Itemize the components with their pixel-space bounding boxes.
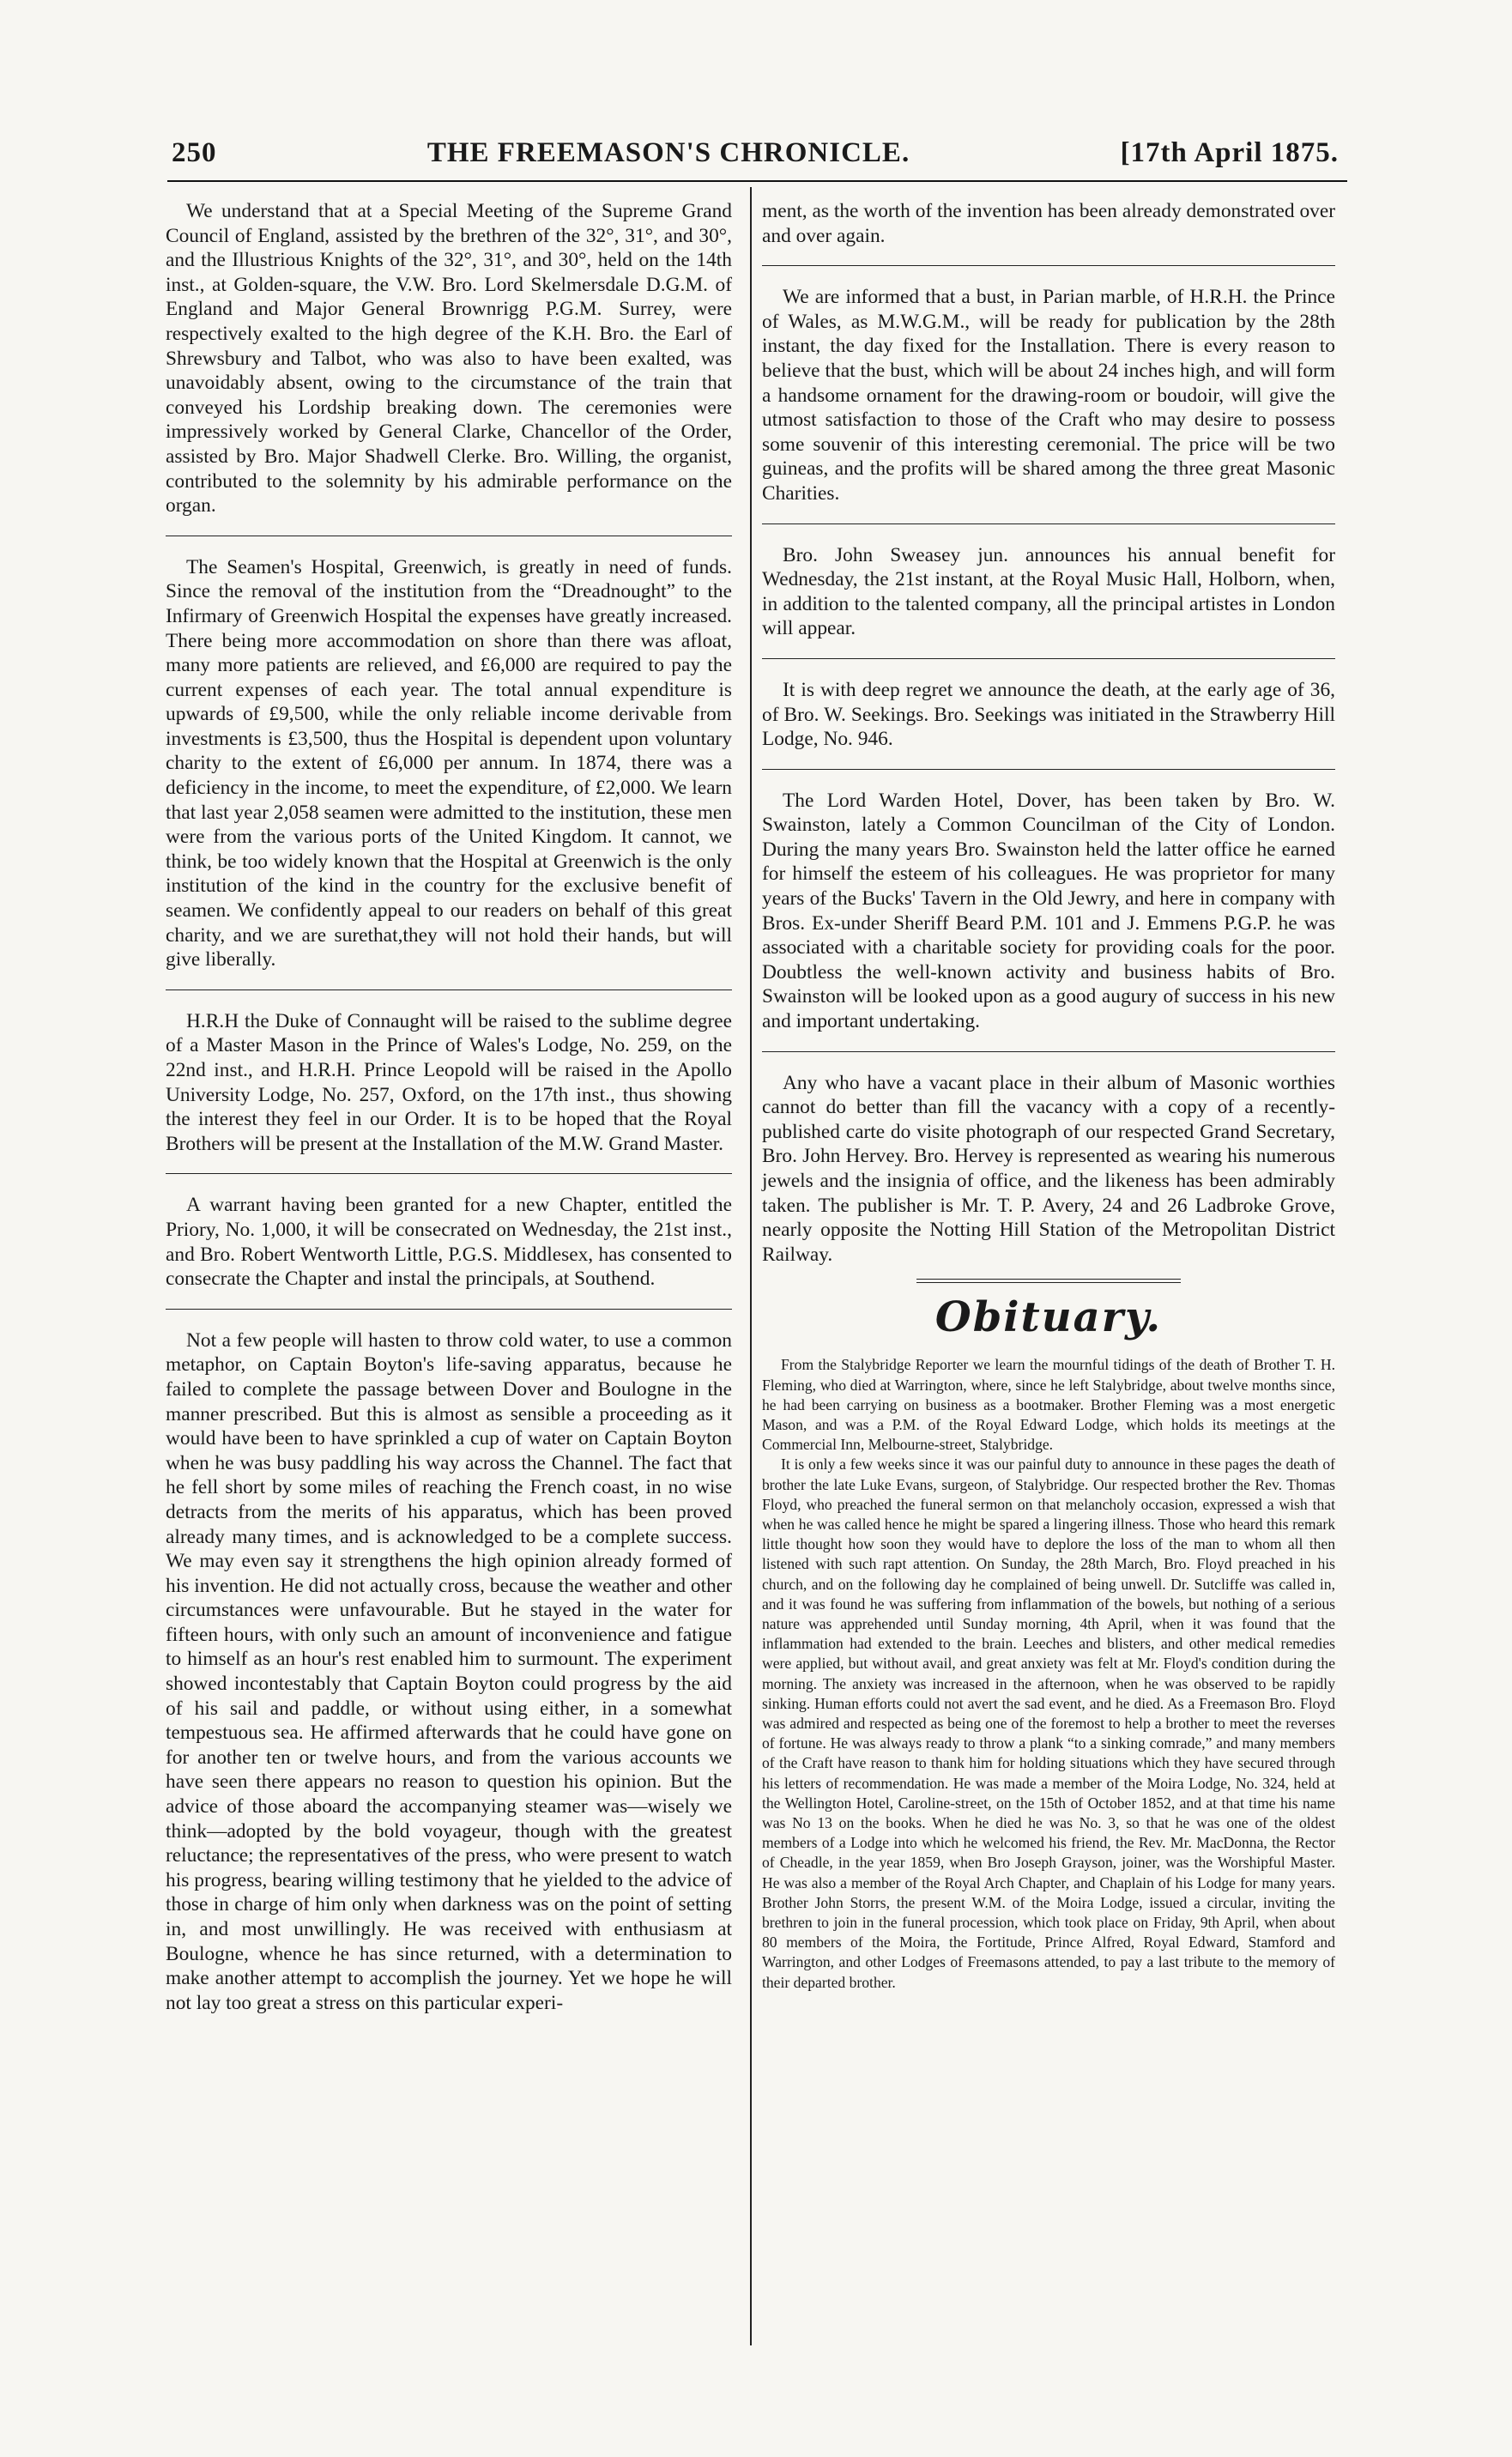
article-seekings-death: It is with deep regret we announce the death, at the early age of 36, of Bro. W. Seekings. Bro. Seekings was initiated in the Strawberry Hill Lodge, No. 946. [762,678,1335,751]
article-hervey-photograph: Any who have a vacant place in their album of Masonic worthies cannot do better than fill the vacancy with a copy of a recently-published carte do visite photograph of our respected Grand Secretary, Bro. John Hervey. Bro. Hervey is represented as wearing his numerous jewels and the insignia of office, and the likeness has been admirably taken. The publisher is Mr. T. P. Avery, 24 and 26 Ladbroke Grove, nearly opposite the Notting Hill Station of the Metropolitan District Railway. [762,1071,1335,1266]
left-column [166,199,732,2015]
article-sweasey-benefit: Bro. John Sweasey jun. announces his annual benefit for Wednesday, the 21st instant, at the Royal Music Hall, Holborn, when, in addition to the talented company, all the principal artistes in London will appear. [762,543,1335,640]
separator-rule [166,1173,732,1174]
article-priory-chapter: A warrant having been granted for a new Chapter, entitled the Priory, No. 1,000, it will be consecrated on Wednesday, the 21st inst., and Bro. Robert Wentworth Little, P.G.S. Middlesex, has consented to consecrate the Chapter and instal the principals, at Southend. [166,1194,732,1291]
article-captain-boyton: Not a few people will hasten to throw cold water, to use a common metaphor, on Captain Boyton's life-saving apparatus, because he failed to complete the passage between Dover and Boulogne in the manner prescribed. But this is almost as sensible a proceeding as it would have been to have sprinkled a cup of water on Captain Boyton when he was busy paddling his way across the Channel. The fact that he fell short by some miles of reaching the French coast, in no wise detracts from the merits of his apparatus, which has been proved already many times, and is acknowledged to be a complete success. We may even say it strengthens the high opinion already formed of his invention. He did not actually cross, because the weather and other circumstances were unfavourable. But he stayed in the water for fifteen hours, with only such an amount of inconvenience and fatigue to himself as an hour's rest enabled him to surmount. The experiment showed incontestably that Captain Boyton could progress by the aid of his sail and paddle, or without using either, in a somewhat tempestuous sea. He affirmed afterwards that he could have gone on for another ten or twelve hours, and from the various accounts we have seen there appears no reason to question his opinion. But the advice of those aboard the accompanying steamer was—wisely we think—adopted by the bold voyageur, though with the greatest reluctance; the representatives of the press, who were present to watch his progress, bearing willing testimony that he yielded to the advice of those in charge of him only when darkness was on the point of setting in, and most unwillingly. He was received with enthusiasm at Boulogne, whence he has since returned, with a determination to make another attempt to accomplish the journey. Yet we hope he will not lay too great a stress on this particular experi- [166,1328,732,2014]
obituary-floyd: It is only a few weeks since it was our painful duty to announce in these pages the death of brother the late Luke Evans, surgeon, of Stalybridge. Our respected brother the Rev. Thomas Floyd, who preached the funeral sermon on that melancholy occasion, expressed a wish that when he was called hence he might be spared a lingering illness. Those who heard this remark little thought how soon they would have to deplore the loss of the man to whom all then listened with such rapt attention. On Sunday, the 28th March, Bro. Floyd preached in his church, and on the following day he complained of being unwell. Dr. Sutcliffe was called in, and it was found he was suffering from inflammation of the bowels, but nothing of a serious nature was apprehended until Sunday morning, 4th April, when it was found that the inflammation had extended to the brain. Leeches and blisters, and other medical remedies were applied, but without avail, and great anxiety was felt at Mr. Floyd's condition during the morning. The anxiety was increased in the afternoon, when he was observed to be rapidly sinking. Human efforts could not avert the sad event, and he died. As a Freemason Bro. Floyd was admired and respected as being one of the foremost to help a brother to meet the reverses of fortune. He was always ready to throw a plank “to a sinking comrade,” and many members of the Craft have reason to thank him for holding situations which they have secured through his letters of recommendation. He was made a member of the Moira Lodge, No. 324, held at the Wellington Hotel, Caroline-street, on the 15th of October 1852, and at that time his name was No 13 on the books. When he died he was No. 3, so that he was one of the oldest members of a Lodge into which he welcomed his friend, the Rev. Mr. MacDonna, the Rector of Cheadle, in the year 1859, when Bro Joseph Grayson, joiner, was the Worshipful Master. He was also a member of the Royal Arch Chapter, and Chaplain of his Lodge for many years. Brother John Storrs, the present W.M. of the Moira Lodge, issued a circular, inviting the brethren to join in the funeral procession, which took place on Friday, 9th April, when about 80 members of the Moira, the Fortitude, Prince Alfred, Royal Edward, Stamford and Warrington, and other Lodges of Freemasons attended, to pay a last tribute to the memory of their departed brother. [762,1455,1335,1991]
page-header [172,137,1339,182]
separator-rule [762,658,1335,659]
separator-rule [166,989,732,990]
article-lord-warden-hotel: The Lord Warden Hotel, Dover, has been taken by Bro. W. Swainston, lately a Common Councilman of the City of London. During the many years Bro. Swainston held the latter office he earned for himself the esteem of his colleagues. He was proprietor for many years of the Bucks' Tavern in the Old Jewry, and here in company with Bros. Ex-under Sheriff Beard P.M. 101 and J. Emmens P.G.P. he was associated with a charitable society for providing coals for the poor. Doubtless the well-known activity and business habits of Bro. Swainston will be looked upon as a good augury of success in his new and important undertaking. [762,789,1335,1033]
separator-rule [762,523,1335,524]
obituary-heading: Obituary. [934,1293,1163,1342]
article-parian-bust: We are informed that a bust, in Parian marble, of H.R.H. the Prince of Wales, as M.W.G.M., will be ready for publication by the 28th instant, the day fixed for the Installation. There is every reason to believe that the bust, which will be about 24 inches high, and will form a handsome ornament for the drawing-room or boudoir, will give the utmost satisfaction to those of the Craft who may desire to possess some souvenir of this interesting ceremonial. The price will be two guineas, and the profits will be shared among the three great Masonic Charities. [762,286,1335,505]
obituary-double-rule [916,1279,1180,1283]
article-duke-of-connaught: H.R.H the Duke of Connaught will be raised to the sublime degree of a Master Mason in the Prince of Wales's Lodge, No. 259, on the 22nd inst., and H.R.H. Prince Leopold will be raised in the Apollo University Lodge, No. 257, Oxford, on the 17th inst., thus showing the interest they feel in our Order. It is to be hoped that the Royal Brothers will be present at the Installation of the M.W. Grand Master. [166,1009,732,1155]
separator-rule [762,265,1335,266]
obituary-section [762,1355,1335,1993]
issue-date: [17th April 1875. [1120,137,1339,168]
article-boyton-continued: ment, as the worth of the invention has been already demonstrated over and over again. [762,200,1335,247]
right-column [762,199,1335,1993]
separator-rule [762,769,1335,770]
separator-rule [762,1051,1335,1052]
column-divider [750,187,752,2345]
article-supreme-council: We understand that at a Special Meeting of the Supreme Grand Council of England, assisted by the brethren of the 32°, 31°, and 30°, and the Illustrious Knights of the 32°, 31°, and 30°, held on the 14th inst., at Golden-square, the V.W. Bro. Lord Skelmersdale D.G.M. of England and Major General Brownrigg P.G.M. Surrey, were respectively exalted to the high degree of the K.H. Bro. the Earl of Shrewsbury and Talbot, who was also to have been exalted, was unavoidably absent, owing to the circumstance of the train that conveyed his Lordship breaking down. The ceremonies were impressively worked by General Clarke, Chancellor of the Order, assisted by Bro. Major Shadwell Clerke. Bro. Willing, the organist, contributed to the solemnity by his admirable performance on the organ. [166,200,732,517]
publication-title: THE FREEMASON'S CHRONICLE. [426,137,910,168]
page-number: 250 [172,137,217,168]
header-rule [167,180,1347,182]
separator-rule [166,1309,732,1310]
obituary-fleming: From the Stalybridge Reporter we learn the mournful tidings of the death of Brother T. H. Fleming, who died at Warrington, where, since he left Stalybridge, about twelve months since, he had been carrying on business as a bootmaker. Brother Fleming was a most energetic Mason, and was a P.M. of the Royal Edward Lodge, which holds its meetings at the Commercial Inn, Melbourne-street, Stalybridge. [762,1356,1335,1454]
article-seamens-hospital: The Seamen's Hospital, Greenwich, is greatly in need of funds. Since the removal of the institution from the “Dreadnought” to the Infirmary of Greenwich Hospital the expenses have greatly increased. There being more accommodation on shore than there was afloat, many more patients are relieved, and £6,000 are required to pay the current expenses of each year. The total annual expenditure is upwards of £9,500, while the only reliable income derivable from investments is £3,500, thus the Hospital is dependent upon voluntary charity to the extent of £6,000 per annum. In 1874, there was a deficiency in the income, to meet the expenditure, of £2,000. We learn that last year 2,058 seamen were admitted to the institution, these men were from the various ports of the United Kingdom. It cannot, we think, be too widely known that the Hospital at Greenwich is the only institution of the kind in the country for the exclusive benefit of seamen. We confidently appeal to our readers on behalf of this great charity, and we are surethat,they will not hold their hands, but will give liberally. [166,555,732,971]
